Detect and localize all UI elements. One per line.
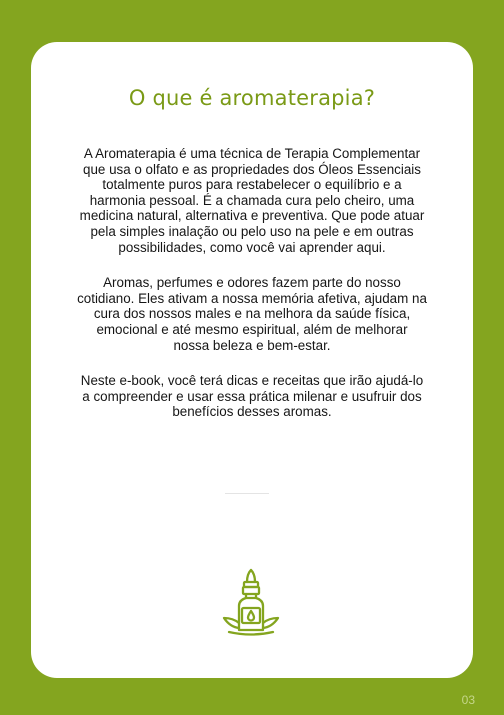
paragraph-aromas: Aromas, perfumes e odores fazem parte do nosso cotidiano. Eles ativam a nossa memória afetiva, ajudam na cura dos nossos males e na melhora da saúde física, emocional e até mesmo espiritual, além de melhorar nossa beleza e bem-estar.: [77, 275, 427, 353]
content-card: [31, 42, 473, 678]
page-number: 03: [461, 693, 475, 707]
body-text: [77, 146, 427, 440]
essential-oil-bottle-icon: [219, 568, 283, 640]
paragraph-intro: A Aromaterapia é uma técnica de Terapia Complementar que usa o olfato e as propriedades dos Óleos Essenciais totalmente puros para restabelecer o equilíbrio e a harmonia pessoal. É a chamada cura pelo cheiro, uma medicina natural, alternativa e preventiva. Que pode atuar pela simples inalação ou pelo uso na pele e em outras possibilidades, como você vai aprender aqui.: [79, 146, 425, 255]
page-title: O que é aromaterapia?: [128, 86, 376, 110]
paragraph-ebook: Neste e-book, você terá dicas e receitas que irão ajudá-lo a compreender e usar essa prática milenar e usufruir dos benefícios desses aromas.: [80, 373, 424, 420]
divider-line: [225, 493, 269, 494]
